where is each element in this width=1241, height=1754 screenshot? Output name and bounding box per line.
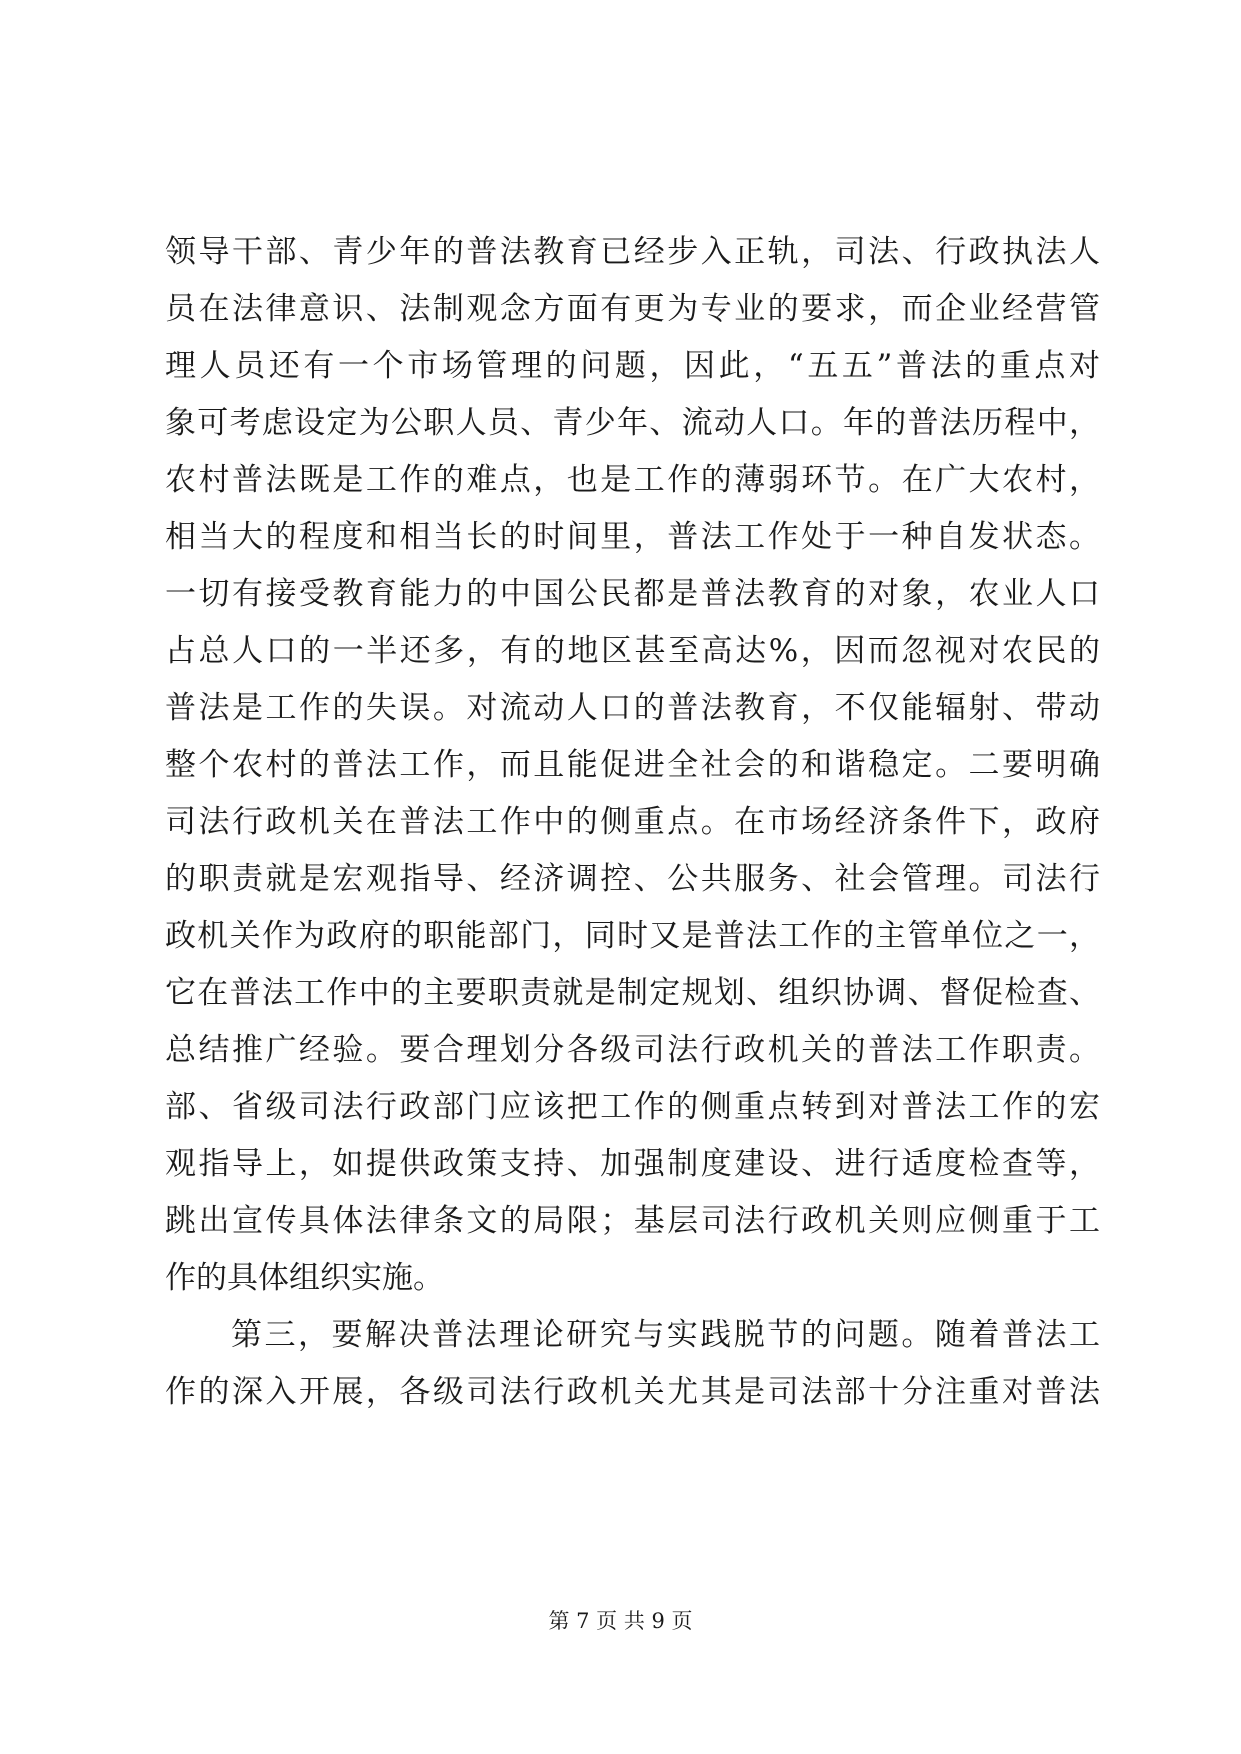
text-line: 的职责就是宏观指导、经济调控、公共服务、社会管理。司法行: [165, 861, 1100, 897]
text-line: 一切有接受教育能力的中国公民都是普法教育的对象，农业人口: [165, 576, 1100, 612]
text-line: 政机关作为政府的职能部门，同时又是普法工作的主管单位之一，: [165, 918, 1100, 954]
text-line: 它在普法工作中的主要职责就是制定规划、组织协调、督促检查、: [165, 975, 1100, 1011]
page-number-footer: 第 7 页 共 9 页: [548, 1609, 693, 1633]
text-line: 部、省级司法行政部门应该把工作的侧重点转到对普法工作的宏: [165, 1089, 1100, 1125]
text-line: 农村普法既是工作的难点，也是工作的薄弱环节。在广大农村，: [165, 462, 1100, 498]
text-line: 占总人口的一半还多，有的地区甚至高达%，因而忽视对农民的: [165, 633, 1100, 669]
text-line: 观指导上，如提供政策支持、加强制度建设、进行适度检查等，: [165, 1146, 1100, 1182]
text-line: 整个农村的普法工作，而且能促进全社会的和谐稳定。二要明确: [165, 747, 1100, 783]
text-line: 员在法律意识、法制观念方面有更为专业的要求，而企业经营管: [165, 291, 1100, 327]
text-line: 领导干部、青少年的普法教育已经步入正轨，司法、行政执法人: [165, 234, 1100, 270]
paragraph-end-line: 作的具体组织实施。: [165, 1260, 444, 1296]
text-line: 作的深入开展，各级司法行政机关尤其是司法部十分注重对普法: [165, 1374, 1100, 1410]
text-line: 理人员还有一个市场管理的问题，因此，“五五”普法的重点对: [165, 348, 1100, 384]
text-line: 相当大的程度和相当长的时间里，普法工作处于一种自发状态。: [165, 519, 1100, 555]
text-line: 普法是工作的失误。对流动人口的普法教育，不仅能辐射、带动: [165, 690, 1100, 726]
text-line: 跳出宣传具体法律条文的局限；基层司法行政机关则应侧重于工: [165, 1203, 1100, 1239]
text-line: 司法行政机关在普法工作中的侧重点。在市场经济条件下，政府: [165, 804, 1100, 840]
paragraph-start-line: 第三，要解决普法理论研究与实践脱节的问题。随着普法工: [231, 1317, 1100, 1353]
text-line: 象可考虑设定为公职人员、青少年、流动人口。年的普法历程中，: [165, 405, 1100, 441]
text-line: 总结推广经验。要合理划分各级司法行政机关的普法工作职责。: [165, 1032, 1100, 1068]
